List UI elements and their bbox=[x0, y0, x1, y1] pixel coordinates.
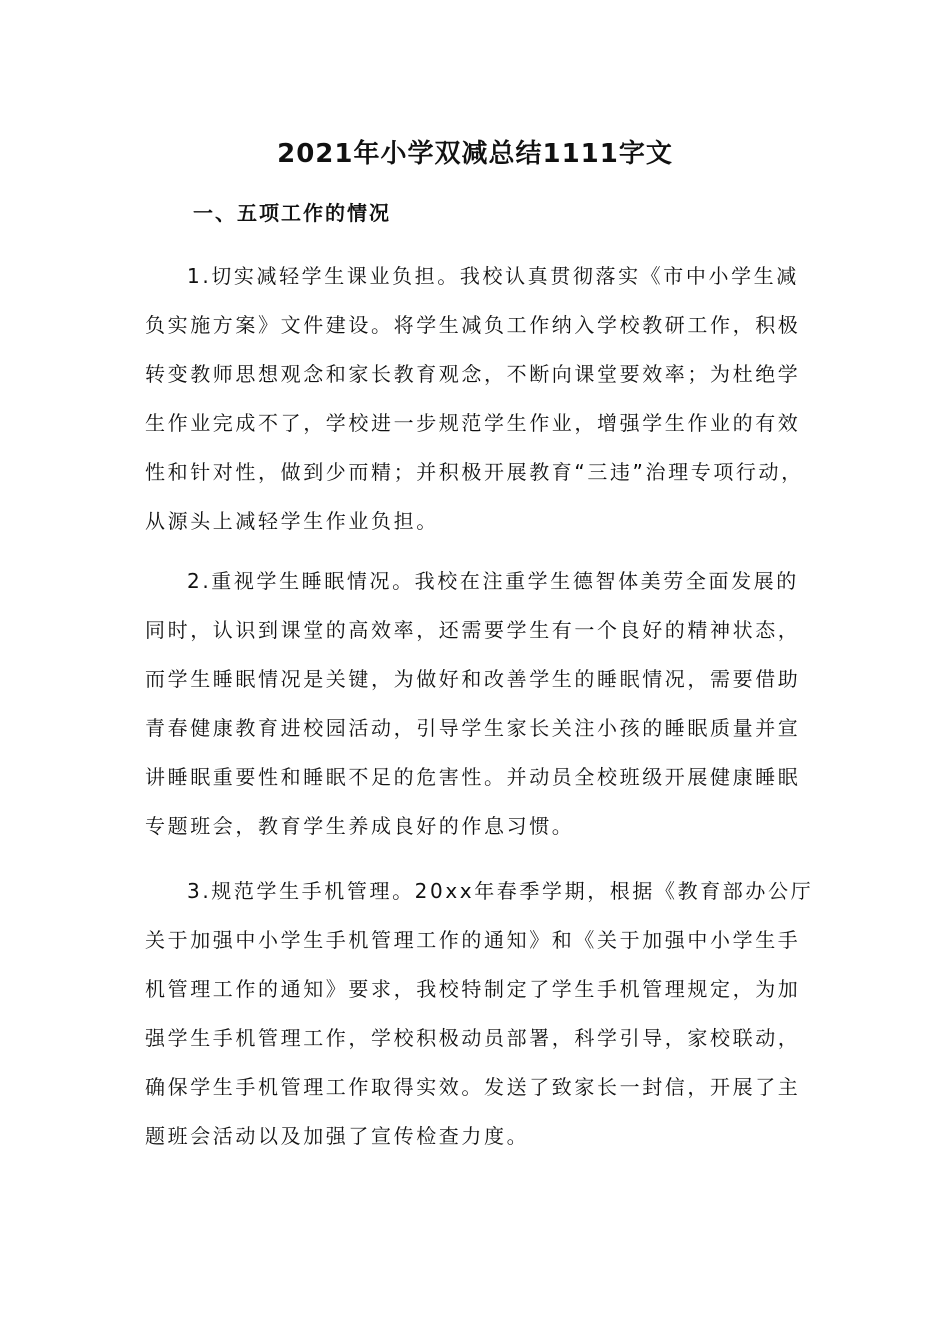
paragraph-student-sleep bbox=[145, 557, 811, 851]
paragraph-line: 专题班会，教育学生养成良好的作息习惯。 bbox=[145, 814, 575, 838]
paragraph-line: 同时，认识到课堂的高效率，还需要学生有一个良好的精神状态， bbox=[145, 618, 801, 642]
section-heading: 一、五项工作的情况 bbox=[193, 201, 391, 225]
paragraph-line: 性和针对性，做到少而精；并积极开展教育“三违”治理专项行动， bbox=[145, 460, 804, 484]
paragraph-phone-management bbox=[145, 867, 814, 1161]
paragraph-student-workload bbox=[145, 252, 811, 546]
paragraph-line: 确保学生手机管理工作取得实效。发送了致家长一封信，开展了主 bbox=[145, 1075, 801, 1099]
paragraph-line: 而学生睡眠情况是关键，为做好和改善学生的睡眠情况，需要借助 bbox=[145, 667, 801, 691]
paragraph-line: 讲睡眠重要性和睡眠不足的危害性。并动员全校班级开展健康睡眠 bbox=[145, 765, 801, 789]
paragraph-line: 3.规范学生手机管理。20xx年春季学期，根据《教育部办公厅 bbox=[187, 879, 814, 903]
paragraph-line: 机管理工作的通知》要求，我校特制定了学生手机管理规定，为加 bbox=[145, 977, 801, 1001]
paragraph-line: 题班会活动以及加强了宣传检查力度。 bbox=[145, 1124, 530, 1148]
paragraph-line: 强学生手机管理工作，学校积极动员部署，科学引导，家校联动， bbox=[145, 1026, 801, 1050]
paragraph-line: 关于加强中小学生手机管理工作的通知》和《关于加强中小学生手 bbox=[145, 928, 801, 952]
document-title: 2021年小学双减总结1111字文 bbox=[277, 139, 673, 169]
paragraph-line: 青春健康教育进校园活动，引导学生家长关注小孩的睡眠质量并宣 bbox=[145, 716, 801, 740]
paragraph-line: 转变教师思想观念和家长教育观念，不断向课堂要效率；为杜绝学 bbox=[145, 362, 801, 386]
paragraph-line: 生作业完成不了，学校进一步规范学生作业，增强学生作业的有效 bbox=[145, 411, 801, 435]
paragraph-line: 1.切实减轻学生课业负担。我校认真贯彻落实《市中小学生减 bbox=[187, 264, 799, 288]
paragraph-line: 2.重视学生睡眠情况。我校在注重学生德智体美劳全面发展的 bbox=[187, 569, 799, 593]
paragraph-line: 负实施方案》文件建设。将学生减负工作纳入学校教研工作，积极 bbox=[145, 313, 801, 337]
paragraph-line: 从源头上减轻学生作业负担。 bbox=[145, 509, 439, 533]
